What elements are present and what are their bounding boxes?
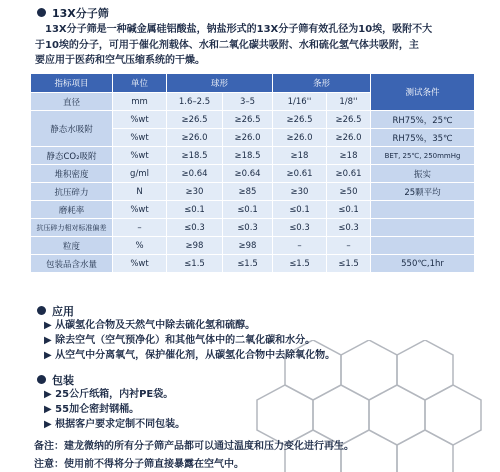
test-cell: 550℃,1hr — [371, 255, 475, 273]
test-cell: 25颗平均 — [371, 183, 475, 201]
intro-line: 13X分子筛是一种碱金属硅铝酸盐，钠盐形式的13X分子筛有效孔径为10埃，吸附不大 — [45, 24, 433, 35]
row-label: 静态CO₂吸附 — [31, 147, 113, 165]
table-row — [31, 147, 475, 165]
cell: ≥85 — [223, 183, 273, 201]
header-strip: 条形 — [273, 74, 371, 93]
list-item-text: 25公斤纸箱，内衬PE袋。 — [55, 389, 174, 400]
row-label: 粒度 — [31, 237, 113, 255]
note-regeneration: 备注：建龙微纳的所有分子筛产品都可以通过温度和压力变化进行再生。 — [34, 441, 354, 452]
cell: g/ml — [113, 165, 167, 183]
cell: ≥0.61 — [327, 165, 371, 183]
header-spherical: 球形 — [167, 74, 273, 93]
list-item-text: 55加仑密封钢桶。 — [55, 404, 140, 415]
packaging-list — [44, 387, 185, 432]
cell: ≥0.64 — [223, 165, 273, 183]
cell: %wt — [113, 147, 167, 165]
cell: ≥18.5 — [167, 147, 223, 165]
spec-table — [30, 73, 475, 273]
table-row — [31, 255, 475, 273]
section-title-packaging: 包装 — [52, 374, 74, 387]
cell: ≤0.1 — [167, 201, 223, 219]
table-row — [31, 219, 475, 237]
test-cell — [371, 237, 475, 255]
row-label: 静态水吸附 — [31, 111, 113, 147]
cell: ≥18.5 — [223, 147, 273, 165]
header-unit: 单位 — [113, 74, 167, 93]
cell: ≥50 — [327, 183, 371, 201]
cell: ≤1.5 — [327, 255, 371, 273]
list-item-text: 根据客户要求定制不同包装。 — [55, 419, 186, 430]
list-item: ▶ 从空气中分离氧气，保护催化剂，从碳氢化合物中去除氧化物。 — [44, 350, 336, 361]
cell: ≤0.1 — [273, 201, 327, 219]
cell: 1/16'' — [273, 93, 327, 111]
table-row — [31, 183, 475, 201]
row-label: 抗压碎力相对标准偏差 — [31, 219, 113, 237]
note-warning: 注意：使用前不得将分子筛直接暴露在空气中。 — [34, 459, 244, 470]
test-cell: RH75%，25℃ — [371, 111, 475, 129]
cell: ≥18 — [327, 147, 371, 165]
cell: ≥0.61 — [273, 165, 327, 183]
cell: ≥26.5 — [223, 111, 273, 129]
cell: N — [113, 183, 167, 201]
row-label: 堆积密度 — [31, 165, 113, 183]
cell: ≥30 — [273, 183, 327, 201]
cell: ≥26.0 — [167, 129, 223, 147]
cell: 1/8'' — [327, 93, 371, 111]
cell: – — [113, 219, 167, 237]
test-cell: 振实 — [371, 165, 475, 183]
cell: ≥26.0 — [327, 129, 371, 147]
list-item-text: 从空气中分离氧气，保护催化剂，从碳氢化合物中去除氧化物。 — [55, 350, 336, 361]
header-item: 指标项目 — [31, 74, 113, 93]
cell: – — [327, 237, 371, 255]
cell: ≥30 — [167, 183, 223, 201]
list-item-text: 从碳氢化合物及天然气中除去硫化氢和硫醇。 — [55, 320, 256, 331]
cell: ≥98 — [223, 237, 273, 255]
test-cell: RH75%，35℃ — [371, 129, 475, 147]
table-row — [31, 201, 475, 219]
section-bullet-icon — [37, 306, 46, 315]
cell: 1.6–2.5 — [167, 93, 223, 111]
cell: ≤1.5 — [223, 255, 273, 273]
table-row — [31, 111, 475, 129]
cell: ≥26.5 — [273, 111, 327, 129]
cell: ≥0.64 — [167, 165, 223, 183]
intro-line: 要应用于医药和空气压缩系统的干燥。 — [35, 55, 205, 66]
intro-paragraph — [35, 22, 475, 69]
section-bullet-icon — [37, 375, 46, 384]
cell: %wt — [113, 111, 167, 129]
list-item: ▶ 55加仑密封钢桶。 — [44, 404, 140, 415]
cell: % — [113, 237, 167, 255]
cell: – — [273, 237, 327, 255]
section-title-13x: 13X分子筛 — [52, 7, 109, 20]
cell: 3–5 — [223, 93, 273, 111]
cell: %wt — [113, 255, 167, 273]
table-row — [31, 165, 475, 183]
cell: ≥26.5 — [167, 111, 223, 129]
cell: ≥26.0 — [273, 129, 327, 147]
list-item-text: 除去空气（空气预净化）和其他气体中的二氧化碳和水分。 — [55, 335, 316, 346]
section-bullet-icon — [37, 8, 46, 17]
list-item: ▶ 25公斤纸箱，内衬PE袋。 — [44, 389, 174, 400]
cell: ≥98 — [167, 237, 223, 255]
header-test: 测试条件 — [371, 74, 475, 111]
row-label: 抗压碎力 — [31, 183, 113, 201]
cell: ≤0.3 — [223, 219, 273, 237]
application-list — [44, 318, 335, 363]
cell: ≤0.1 — [223, 201, 273, 219]
test-cell — [371, 219, 475, 237]
cell: mm — [113, 93, 167, 111]
list-item: ▶ 除去空气（空气预净化）和其他气体中的二氧化碳和水分。 — [44, 335, 316, 346]
cell: ≤0.3 — [327, 219, 371, 237]
cell: ≥26.0 — [223, 129, 273, 147]
test-cell: BET, 25℃, 250mmHg — [371, 147, 475, 165]
cell: ≤0.3 — [167, 219, 223, 237]
row-label: 包装品含水量 — [31, 255, 113, 273]
intro-line: 于10埃的分子，可用于催化剂载体、水和二氧化碳共吸附、水和硫化氢气体共吸附，主 — [35, 39, 419, 51]
row-label: 直径 — [31, 93, 113, 111]
section-title-application: 应用 — [52, 305, 74, 318]
row-label: 磨耗率 — [31, 201, 113, 219]
table-header-row — [31, 74, 475, 93]
cell: ≤0.1 — [327, 201, 371, 219]
cell: ≤0.3 — [273, 219, 327, 237]
cell: %wt — [113, 129, 167, 147]
cell: ≥26.5 — [327, 111, 371, 129]
cell: ≤1.5 — [273, 255, 327, 273]
table-row — [31, 237, 475, 255]
list-item: ▶ 从碳氢化合物及天然气中除去硫化氢和硫醇。 — [44, 320, 256, 331]
list-item: ▶ 根据客户要求定制不同包装。 — [44, 419, 186, 430]
test-cell — [371, 201, 475, 219]
cell: ≤1.5 — [167, 255, 223, 273]
cell: %wt — [113, 201, 167, 219]
cell: ≥18 — [273, 147, 327, 165]
